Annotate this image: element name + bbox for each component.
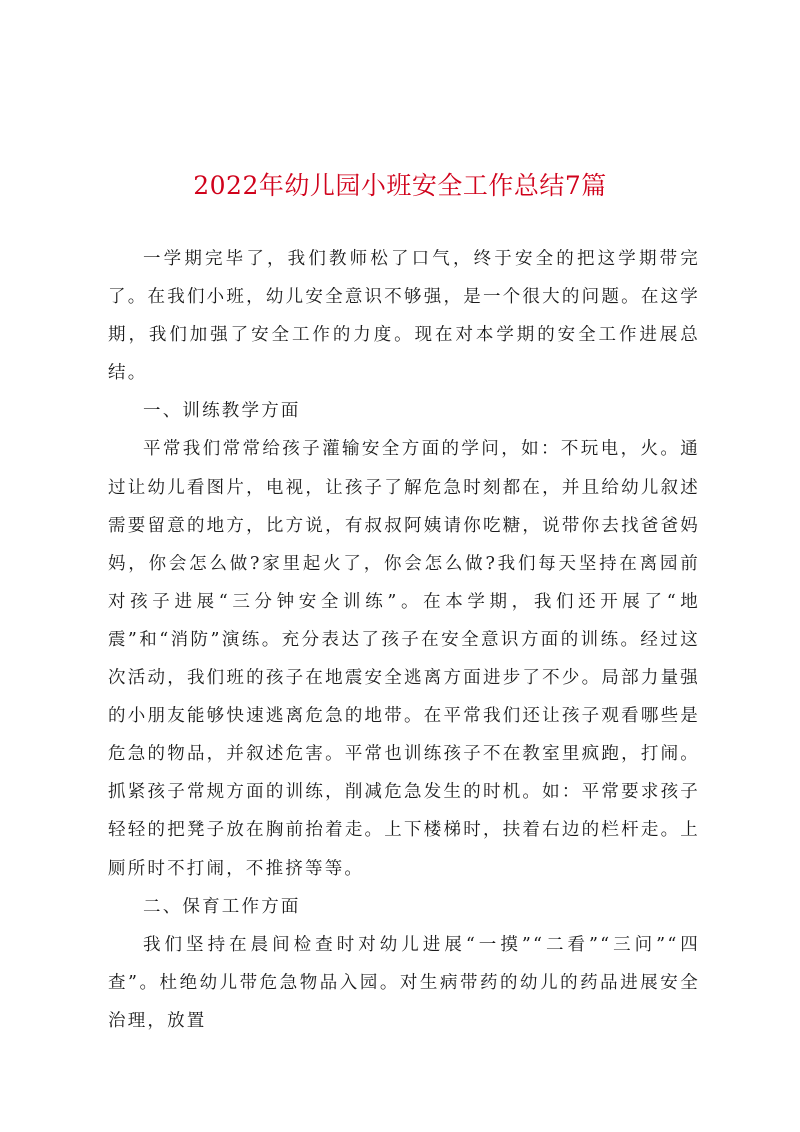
- section-heading-care: 二、保育工作方面: [143, 896, 301, 917]
- teaching-paragraph: 平常我们常常给孩子灌输安全方面的学问，如：不玩电，火。通过让幼儿看图片，电视，让孩子了解危急时刻都在，并且给幼儿叙述需要留意的地方，比方说，有叔叔阿姨请你吃糖，说带你去找爸爸妈妈，你会怎么做?家里起火了，你会怎么做?我们每天坚持在离园前对孩子进展“三分钟安全训练”。在本学期，我们还开展了“地震”和“消防”演练。充分表达了孩子在安全意识方面的训练。经过这次活动，我们班的孩子在地震安全逃离方面进步了不少。局部力量强的小朋友能够快速逃离危急的地带。在平常我们还让孩子观看哪些是危急的物品，并叙述危害。平常也训练孩子不在教室里疯跑，打闹。抓紧孩子常规方面的训练，削减危急发生的时机。如：平常要求孩子轻轻的把凳子放在胸前抬着走。上下楼梯时，扶着右边的栏杆走。上厕所时不打闹，不推挤等等。: [108, 439, 700, 879]
- section-heading-teaching: 一、训练教学方面: [143, 401, 301, 422]
- care-paragraph: 我们坚持在晨间检查时对幼儿进展“一摸”“二看”“三问”“四查”。杜绝幼儿带危急物品入园。对生病带药的幼儿的药品进展安全治理，放置: [108, 934, 700, 1031]
- document-body: [108, 240, 700, 1040]
- intro-paragraph: 一学期完毕了，我们教师松了口气，终于安全的把这学期带完了。在我们小班，幼儿安全意识不够强，是一个很大的问题。在这学期，我们加强了安全工作的力度。现在对本学期的安全工作进展总结。: [108, 249, 700, 384]
- document-title: 2022年幼儿园小班安全工作总结7篇: [193, 171, 607, 200]
